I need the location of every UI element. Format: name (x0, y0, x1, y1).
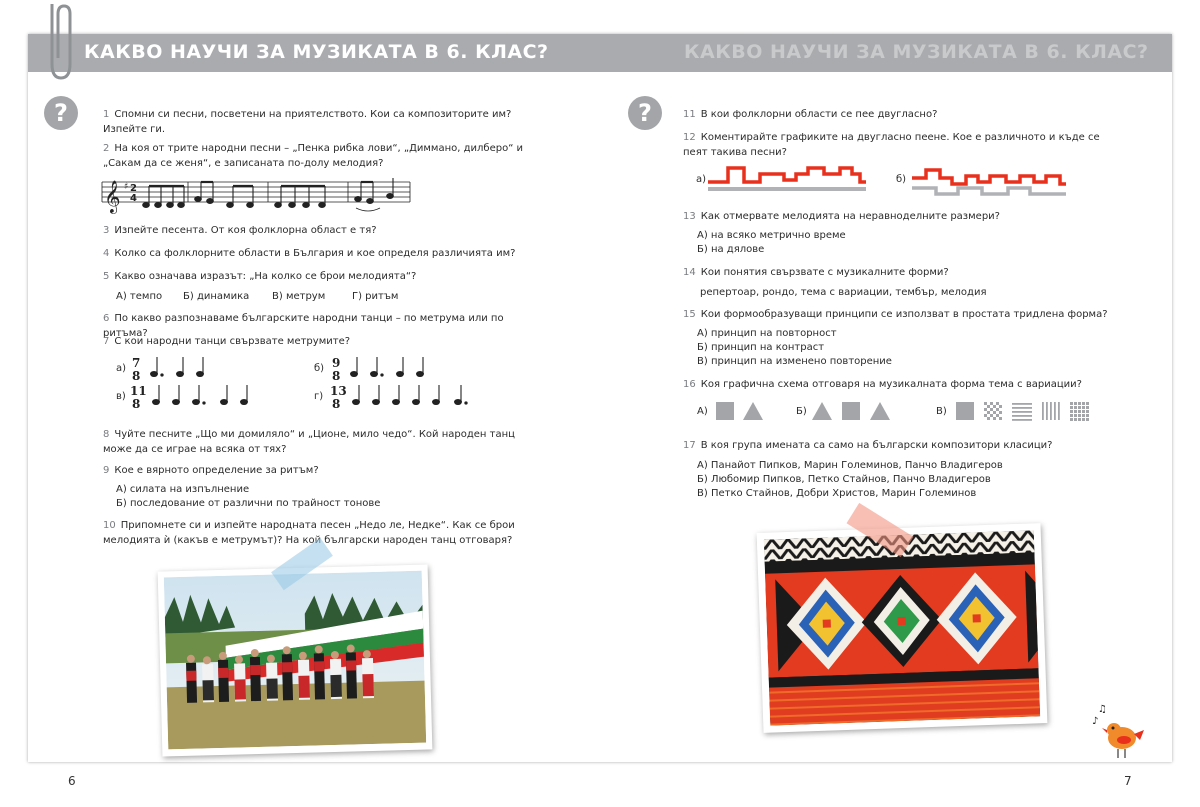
question-number: 8 (103, 429, 110, 440)
question-1 (103, 107, 535, 137)
triangle-icon (743, 402, 763, 420)
meter-c-rhythm (130, 382, 270, 412)
question-mark-icon: ? (44, 96, 78, 130)
option-b: Б) последование от различни по трайност тонове (116, 498, 381, 509)
question-13 (683, 209, 1123, 224)
option-c: В) принцип на изменено повторение (697, 356, 892, 367)
dotted-square-icon (1070, 402, 1089, 421)
scheme-c-shapes (954, 400, 1094, 422)
question-3 (103, 223, 535, 238)
question-text: Чуйте песните „Що ми домиляло“ и „Ционе, мило чедо“. Кой народен танц може да се играе на всяка от тях? (103, 429, 515, 455)
checker-square-icon (984, 402, 1002, 420)
question-16 (683, 377, 1123, 392)
question-7 (103, 334, 535, 349)
svg-text:8: 8 (332, 369, 341, 383)
question-text: Коментирайте графиките на двугласно пеене. Кое е различното и къде се пеят такива песни? (683, 132, 1100, 158)
svg-text:11: 11 (130, 384, 147, 398)
svg-text:♯: ♯ (124, 182, 129, 192)
question-number: 2 (103, 143, 110, 154)
svg-text:8: 8 (132, 397, 141, 411)
question-12 (683, 130, 1123, 160)
question-text: В коя група имената са само на български композитори класици? (700, 440, 1053, 451)
page-number-left: 6 (68, 774, 76, 788)
music-note-icon: ♪ (1092, 716, 1099, 727)
question-number: 1 (103, 109, 110, 120)
question-number: 17 (683, 440, 696, 451)
question-9 (103, 463, 535, 478)
question-number: 15 (683, 309, 696, 320)
meter-label-b: б) (314, 363, 325, 374)
option-b: Б) на дялове (697, 244, 765, 255)
page-number-right: 7 (1124, 774, 1132, 788)
question-text: С кои народни танци свързвате метрумите? (114, 336, 351, 347)
square-icon (956, 402, 974, 420)
question-number: 12 (683, 132, 696, 143)
option-d: Г) ритъм (352, 291, 399, 302)
svg-text:13: 13 (330, 384, 347, 398)
question-text: Кое е вярното определение за ритъм? (114, 465, 319, 476)
time-signature-bottom: 4 (130, 193, 137, 204)
meter-a-rhythm (130, 354, 230, 384)
option-b: Б) Любомир Пипков, Петко Стайнов, Панчо Владигеров (697, 474, 991, 485)
meter-b-rhythm (330, 354, 440, 384)
two-voice-graph-a (708, 160, 868, 196)
option-a: А) темпо (116, 291, 163, 302)
option-a: А) на всяко метрично време (697, 230, 846, 241)
question-number: 9 (103, 465, 110, 476)
scheme-label-b: Б) (796, 406, 807, 417)
question-number: 16 (683, 379, 696, 390)
question-text: Какво означава изразът: „На колко се брои мелодията“? (114, 271, 417, 282)
singing-bird-icon (1090, 700, 1146, 760)
time-signature-top: 2 (130, 183, 137, 194)
question-number: 4 (103, 248, 110, 259)
right-page-title: КАКВО НАУЧИ ЗА МУЗИКАТА В 6. КЛАС? (684, 41, 1149, 63)
scheme-a-shapes (714, 400, 770, 422)
treble-clef-icon: 𝄞 (104, 180, 121, 213)
scheme-label-a: А) (697, 406, 708, 417)
option-a: А) силата на изпълнение (116, 484, 250, 495)
option-a: А) Панайот Пипков, Марин Големинов, Панчо Владигеров (697, 460, 1003, 471)
meter-label-c: в) (116, 391, 126, 402)
meter-label-a: а) (116, 363, 127, 374)
right-header-bar (600, 34, 1172, 72)
vertical-lines-square-icon (1042, 402, 1060, 420)
question-text: Кои понятия свързвате с музикалните форми? (700, 267, 949, 278)
option-b: Б) динамика (183, 291, 250, 302)
question-5 (103, 269, 535, 284)
question-11 (683, 107, 1123, 122)
scheme-b-shapes (810, 400, 894, 422)
question-number: 14 (683, 267, 696, 278)
svg-text:8: 8 (332, 397, 341, 411)
question-text: Как отмервате мелодията на неравноделните размери? (700, 211, 1000, 222)
question-number: 10 (103, 520, 116, 531)
question-text: Изпейте песента. От коя фолклорна област е тя? (114, 225, 377, 236)
question-number: 6 (103, 313, 110, 324)
option-b: Б) принцип на контраст (697, 342, 825, 353)
option-c: В) Петко Стайнов, Добри Христов, Марин Големинов (697, 488, 977, 499)
meter-d-rhythm (330, 382, 490, 412)
graph-label-b: б) (896, 174, 907, 185)
question-number: 13 (683, 211, 696, 222)
question-14 (683, 265, 1123, 280)
question-number: 11 (683, 109, 696, 120)
option-a: А) принцип на повторност (697, 328, 837, 339)
question-mark-icon: ? (628, 96, 662, 130)
question-number: 3 (103, 225, 110, 236)
music-staff (100, 172, 412, 214)
question-number: 7 (103, 336, 110, 347)
two-voice-graph-b (912, 162, 1068, 202)
question-text: В кои фолклорни области се пее двугласно? (700, 109, 938, 120)
concepts-list: репертоар, рондо, тема с вариации, тембър, мелодия (700, 287, 987, 298)
triangle-icon (812, 402, 832, 420)
question-text: Кои формообразуващи принципи се използват в простата тридлена форма? (700, 309, 1108, 320)
folk-dancers-photo (158, 564, 433, 756)
meter-label-d: г) (314, 391, 324, 402)
question-text: По какво разпознаваме българските народни танци – по метрума или по ритъма? (103, 313, 504, 339)
svg-text:9: 9 (332, 356, 341, 370)
question-8 (103, 427, 535, 457)
scheme-label-c: В) (936, 406, 947, 417)
question-text: На коя от трите народни песни – „Пенка рибка лови“, „Диммано, дилберо“ и „Сакам да се женя“, е записаната по-долу мелодия? (103, 143, 524, 169)
graph-label-a: а) (696, 174, 707, 185)
music-note-icon: ♫ (1098, 704, 1107, 715)
question-text: Коя графична схема отговаря на музикалната форма тема с вариации? (700, 379, 1082, 390)
horizontal-lines-square-icon (1012, 403, 1032, 421)
option-c: В) метрум (272, 291, 326, 302)
question-2 (103, 141, 535, 171)
triangle-icon (870, 402, 890, 420)
square-icon (716, 402, 734, 420)
question-15 (683, 307, 1123, 322)
square-icon (842, 402, 860, 420)
svg-text:8: 8 (132, 369, 141, 383)
question-4 (103, 246, 535, 261)
paper-clip-icon (42, 0, 76, 84)
left-header-bar (28, 34, 600, 72)
question-text: Колко са фолклорните области в България и кое определя различията им? (114, 248, 516, 259)
question-text: Припомнете си и изпейте народната песен „Недо ле, Недке“. Как се брои мелодията ѝ (какъв е метрумът)? На кой български народен танц отговаря? (103, 520, 515, 546)
question-17 (683, 438, 1123, 453)
question-number: 5 (103, 271, 110, 282)
question-text: Спомни си песни, посветени на приятелството. Кои са композиторите им? Изпейте ги. (103, 109, 512, 135)
svg-text:7: 7 (132, 356, 141, 370)
left-page-title: КАКВО НАУЧИ ЗА МУЗИКАТА В 6. КЛАС? (84, 41, 549, 63)
